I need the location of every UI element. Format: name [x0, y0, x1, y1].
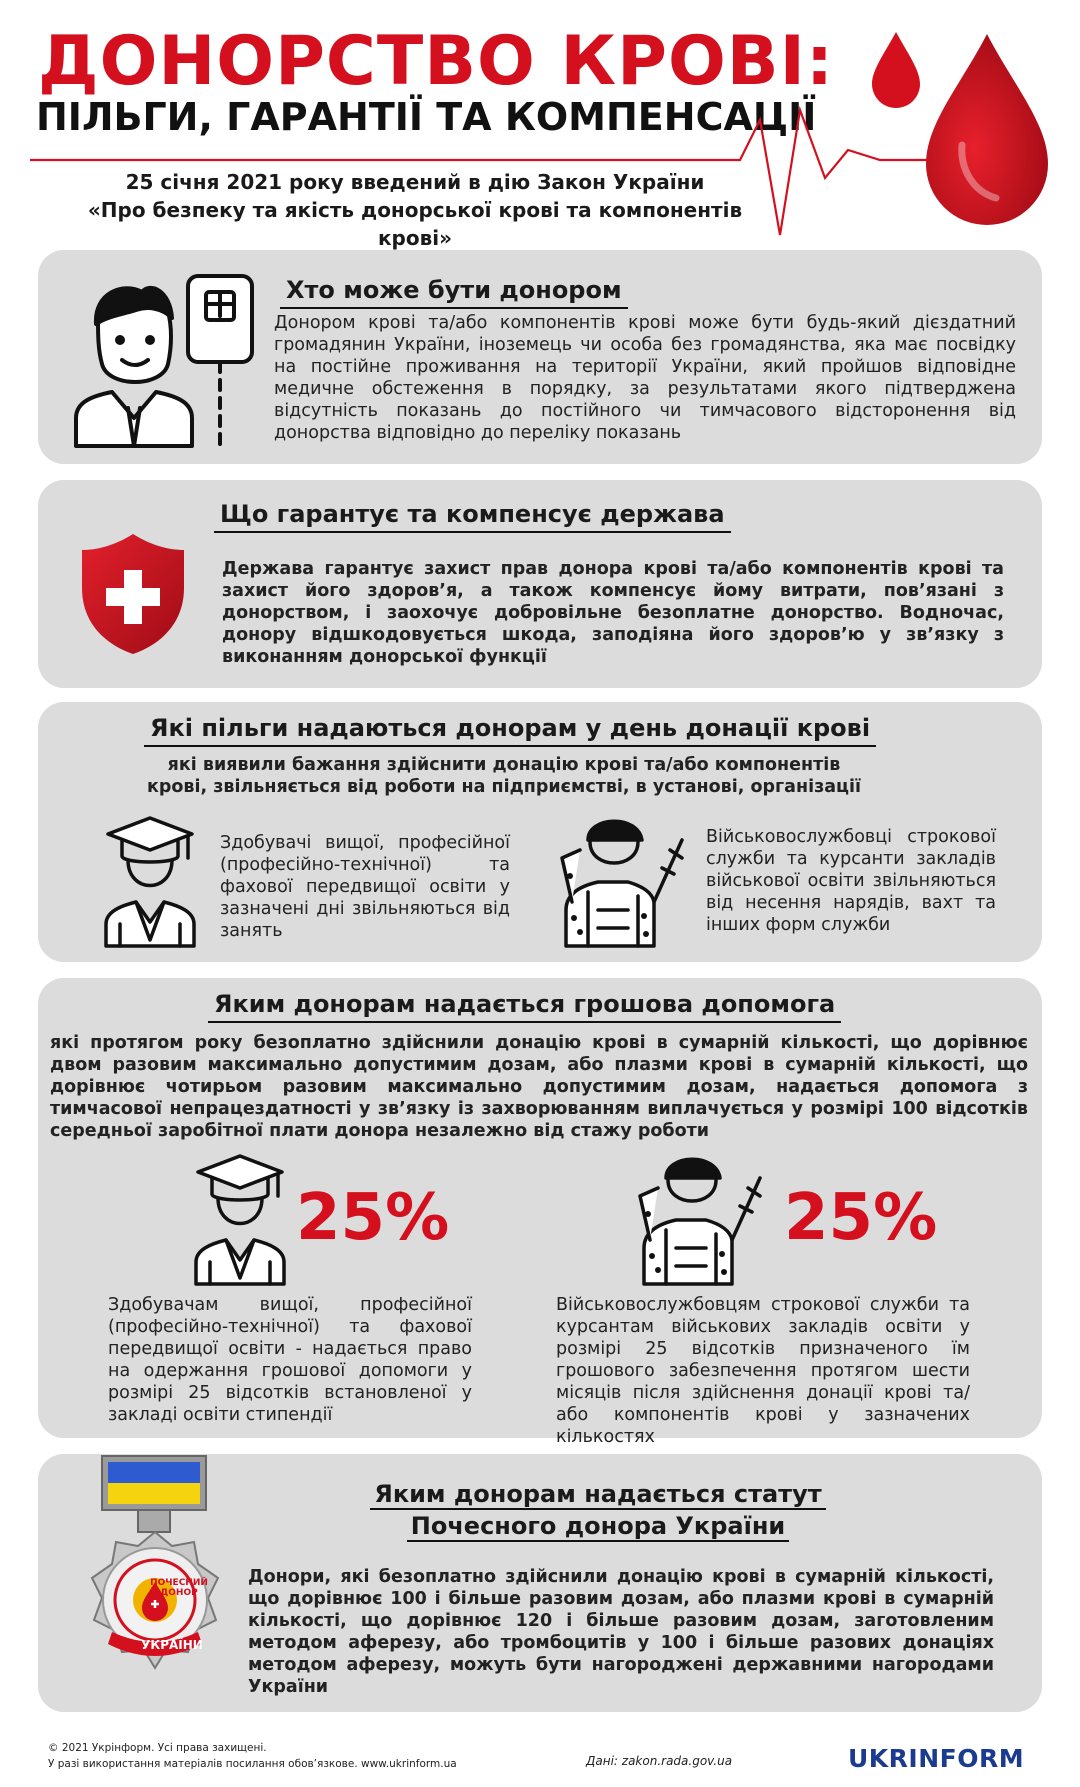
section3-intro: які виявили бажання здійснити донацію крові та/або компонентів крові, звільняється від роботи на підприємстві, в установі, організації: [146, 755, 862, 797]
subtitle: [50, 168, 780, 252]
subtitle-line-1: 25 січня 2021 року введений в дію Закон України: [125, 170, 705, 194]
shield-cross-icon: [78, 530, 188, 658]
saluting-soldier-icon: [558, 806, 688, 950]
page-title: ДОНОРСТВО КРОВІ:: [38, 22, 835, 101]
section3-student-text: Здобувачі вищої, професійної (професійно-технічної) та фахової передвищої освіти у зазначені дні звільняються від занять: [220, 833, 510, 941]
medal-text-bottom: УКРАЇНИ: [141, 1638, 203, 1652]
blood-drop-large-icon: [922, 30, 1052, 230]
section5-text: Донори, які безоплатно здійснили донацію крові в сумарній кількості, що дорівнює 100 і більше разовим дозам, або плазми крові в сумарній кількості, що дорівнює 120 і більше разовим дозам, заготовленим методом аферезу, або тромбоцитів у 100 і більше разових донаціях методом аферезу, можуть бути нагороджені державними нагородами України: [248, 1567, 994, 1697]
card-honorary-donor: [38, 1454, 1042, 1712]
section1-title: [286, 276, 622, 304]
section3-soldier-text: Військовослужбовці строкової служби та курсанти закладів військової освіти звільняються від несення нарядів, вахт та інших форм служби: [706, 827, 996, 935]
section1-text: Донором крові та/або компонентів крові може бути будь-який дієздатний громадянин України, іноземець чи особа без громадянства, яка має посвідку на постійне проживання на території України, який пройшов відповідне медичне обстеження в порядку, за результатами якого підтверджена відсутність показань до постійного чи тимчасового відсторонення від донорства відповідно до переліку показань: [274, 313, 1016, 443]
section4-title-text: Яким донорам надається грошова допомога: [214, 990, 836, 1018]
footer-notice: У разі використання матеріалів посилання обов’язкове. www.ukrinform.ua: [48, 1758, 457, 1770]
section3-title: [150, 714, 870, 742]
graduate-student-icon: [100, 812, 200, 950]
medal-text-top: ПОЧЕСНИЙ ДОНОР: [150, 1578, 208, 1598]
honorary-donor-medal-icon: [80, 1454, 230, 1690]
page-title-secondary: ПІЛЬГИ, ГАРАНТІЇ ТА КОМПЕНСАЦІЇ: [36, 95, 817, 139]
section5-title-line-2: Почесного донора України: [407, 1512, 789, 1542]
subtitle-line-2: «Про безпеку та якість донорської крові та компонентів крові»: [87, 198, 743, 250]
footer-copyright: © 2021 Укрінформ. Усі права захищені.: [48, 1742, 267, 1754]
donor-person-icon: [68, 268, 268, 450]
section5-title-line-1: Яким донорам надається статут: [370, 1480, 825, 1510]
student-percent: 25%: [296, 1181, 450, 1255]
card-financial-assistance: [38, 978, 1042, 1447]
section3-title-text: Які пільги надаються донорам у день донації крові: [150, 714, 871, 742]
section2-title-text: Що гарантує та компенсує держава: [220, 500, 725, 528]
section2-text: Держава гарантує захист прав донора крові та/або компонентів крові та захист його здоров’я, а також компенсує йому витрати, пов’язані з донорством, і заохочує добровільне безоплатне донорство. Водночас, донору відшкодовується шкода, заподіяна його здоров’ю у зв’язку з виконанням донорської функції: [222, 559, 1004, 667]
ukrinform-logo: UKRINFORM: [848, 1744, 1025, 1773]
footer-source: Дані: zakon.rada.gov.ua: [586, 1754, 733, 1768]
section5-title: [288, 1478, 908, 1542]
soldier-percent: 25%: [784, 1181, 938, 1255]
graduate-student-icon: [190, 1150, 290, 1288]
section2-title: [220, 500, 725, 528]
blood-drop-small-icon: [870, 30, 922, 108]
section1-title-text: Хто може бути донором: [286, 276, 622, 304]
section4-student-text: Здобувачам вищої, професійної (професійно-технічної) та фахової передвищої освіти - надається право на одержання грошової допомоги у розмірі 25 відсотків встановленої у закладі освіти стипендії: [108, 1295, 472, 1425]
section4-soldier-text: Військовослужбовцям строкової служби та курсантам військових закладів освіти у розмірі 25 відсотків призначеного їм грошового забезпечення протягом шести місяців після здійснення донації крові та/або компонентів крові у зазначених кількостях: [556, 1295, 970, 1447]
saluting-soldier-icon: [636, 1144, 766, 1288]
card-who-can-be-donor: [38, 250, 1042, 464]
card-donation-day-benefits: [38, 702, 1042, 962]
section4-title: [214, 990, 835, 1018]
card-state-guarantees: [38, 480, 1042, 688]
section4-intro: які протягом року безоплатно здійснили донацію крові в сумарній кількості, що дорівнює двом разовим максимально допустимим дозам, або плазми крові в сумарній кількості, що дорівнює чотирьом разовим максимально допустимим дозам, надається допомога з тимчасової непрацездатності у зв’язку із захворюванням виплачується у розмірі 100 відсотків середньої заробітної плати донора незалежно від стажу роботи: [50, 1033, 1028, 1141]
